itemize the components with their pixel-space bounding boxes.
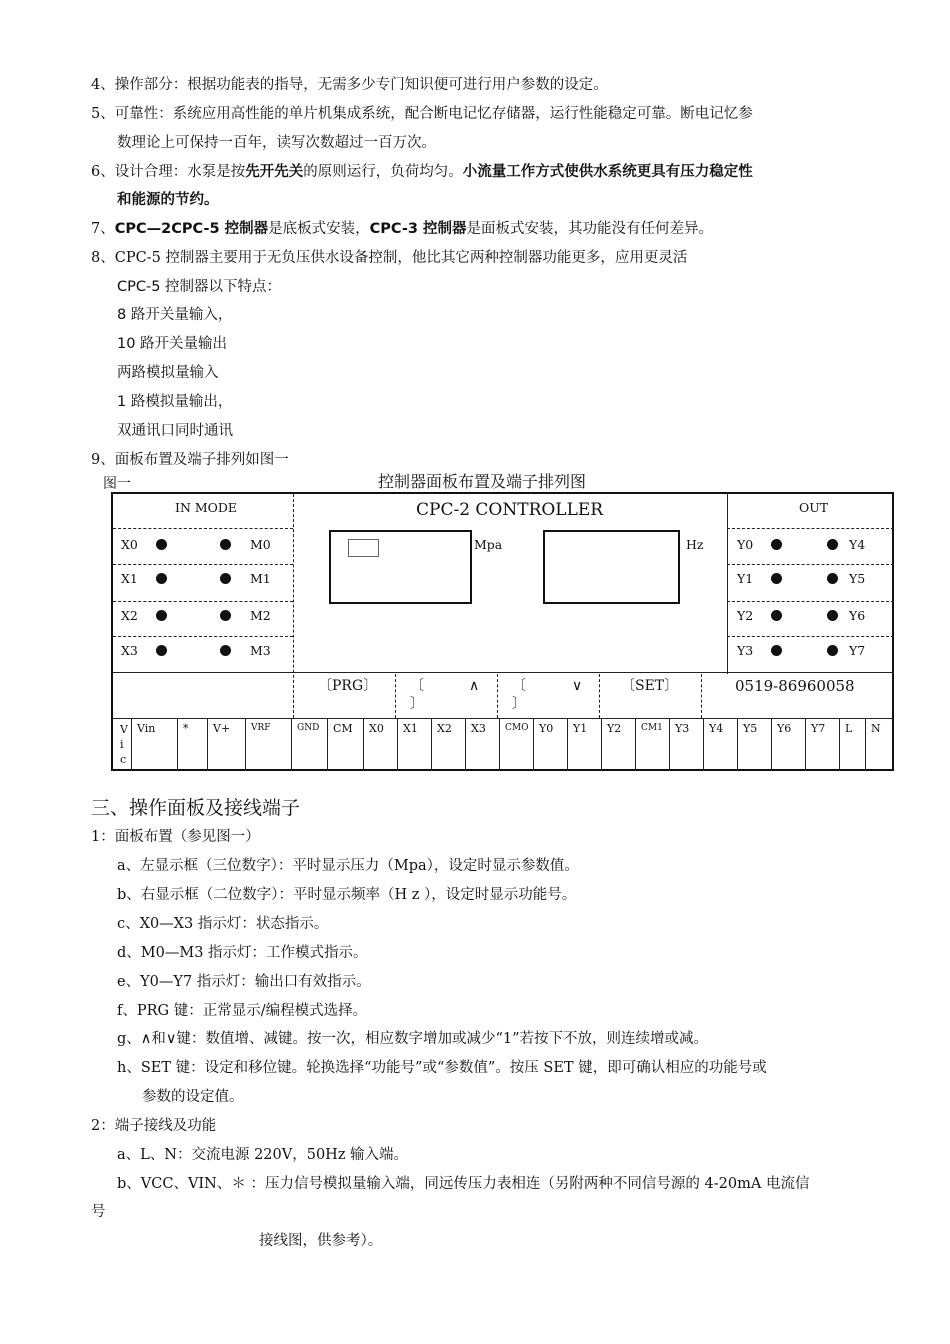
section-3-heading: 三、操作面板及接线端子 bbox=[91, 797, 301, 819]
terminal-separator bbox=[669, 718, 670, 771]
terminal-separator bbox=[601, 718, 602, 771]
item8-sub-5: 双通讯口同时通讯 bbox=[117, 423, 233, 439]
terminal-separator bbox=[635, 718, 636, 771]
key-sep-4 bbox=[701, 674, 702, 718]
figure-label: 图一 bbox=[103, 476, 131, 492]
p1-item-d: d、M0—M3 指示灯：工作模式指示。 bbox=[117, 945, 368, 961]
out-y4: Y4 bbox=[849, 537, 866, 552]
in-x3: X3 bbox=[121, 643, 138, 658]
terminal-strip bbox=[113, 718, 894, 771]
divider-in-header bbox=[113, 528, 293, 529]
terminal-x3: X3 bbox=[471, 722, 486, 735]
in-row-sep-1 bbox=[113, 564, 293, 565]
p2-item-b: b、VCC、VIN、＊ ：压力信号模拟量输入端，同远传压力表相连（另附两种不同信号源的 4-20mA 电流信 bbox=[117, 1176, 810, 1192]
terminal-: * bbox=[183, 722, 189, 735]
terminal-cmo: CMO bbox=[505, 723, 529, 733]
led-y0 bbox=[771, 539, 782, 550]
up-key-open: 〔 bbox=[410, 678, 424, 694]
terminal-separator bbox=[327, 718, 328, 771]
led-x0 bbox=[156, 539, 167, 550]
pressure-display bbox=[329, 530, 472, 604]
led-y2 bbox=[771, 610, 782, 621]
out-row-sep-2 bbox=[727, 601, 894, 602]
p2-item-b-wrap: 号 bbox=[91, 1204, 106, 1220]
p1-item-b: b、右显示框（二位数字）：平时显示频率（H z ），设定时显示功能号。 bbox=[117, 887, 577, 903]
terminal-y2: Y2 bbox=[607, 722, 622, 735]
feature-item-5-cont: 数理论上可保持一百年，读写次数超过一百万次。 bbox=[117, 135, 436, 151]
terminal-separator bbox=[805, 718, 806, 771]
led-x2 bbox=[156, 610, 167, 621]
terminal-separator bbox=[245, 718, 246, 771]
terminal-separator bbox=[703, 718, 704, 771]
feature-item-6 bbox=[91, 162, 753, 182]
divider-out-header bbox=[727, 528, 894, 529]
out-y3: Y3 bbox=[737, 643, 754, 658]
keys-row-top bbox=[113, 672, 894, 673]
item7-suffix: 是面板式安装，其功能没有任何差异。 bbox=[466, 221, 714, 237]
vic-i: i bbox=[120, 738, 124, 751]
led-m1 bbox=[220, 573, 231, 584]
p2-title: 2：端子接线及功能 bbox=[91, 1118, 217, 1134]
terminal-separator bbox=[567, 718, 568, 771]
terminal-y6: Y6 bbox=[777, 722, 792, 735]
p1-title: 1：面板布置（参见图一） bbox=[91, 829, 260, 845]
terminal-y0: Y0 bbox=[539, 722, 554, 735]
terminal-n: N bbox=[871, 722, 881, 735]
terminal-separator bbox=[363, 718, 364, 771]
in-m3: M3 bbox=[250, 643, 271, 658]
set-key: 〔SET〕 bbox=[621, 678, 679, 694]
terminal-separator bbox=[737, 718, 738, 771]
item8-sub-3: 两路模拟量输入 bbox=[117, 365, 219, 381]
item6-bold-rule: 先开先关 bbox=[245, 164, 304, 180]
feature-item-5: 5、可靠性：系统应用高性能的单片机集成系统，配合断电记忆存储器，运行性能稳定可靠。断电记忆参 bbox=[91, 106, 753, 122]
terminal-vic bbox=[120, 722, 128, 767]
divider-left bbox=[293, 494, 294, 718]
terminal-y5: Y5 bbox=[743, 722, 758, 735]
feature-item-6-cont: 和能源的节约。 bbox=[117, 192, 219, 208]
led-y5 bbox=[827, 573, 838, 584]
mpa-label: Mpa bbox=[474, 537, 503, 552]
out-y7: Y7 bbox=[849, 643, 866, 658]
phone-number: 0519-86960058 bbox=[735, 677, 855, 695]
vic-c: c bbox=[120, 753, 127, 766]
p1-item-h-cont: 参数的设定值。 bbox=[142, 1089, 244, 1105]
p1-item-g: g、∧和∨键：数值增、减键。按一次，相应数字增加或减少“1”若按下不放，则连续增或减。 bbox=[117, 1031, 709, 1047]
terminal-separator bbox=[865, 718, 866, 771]
item6-bold-lowflow: 小流量工作方式使供水系统更具有压力稳定性 bbox=[462, 164, 753, 180]
led-m0 bbox=[220, 539, 231, 550]
led-y6 bbox=[827, 610, 838, 621]
prg-key: 〔PRG〕 bbox=[318, 678, 378, 694]
p1-item-c: c、X0—X3 指示灯：状态指示。 bbox=[117, 916, 329, 932]
terminal-x0: X0 bbox=[369, 722, 384, 735]
feature-item-4: 4、操作部分：根据功能表的指导，无需多少专门知识便可进行用户参数的设定。 bbox=[91, 77, 608, 93]
key-sep-3 bbox=[599, 674, 600, 718]
controller-title: CPC-2 CONTROLLER bbox=[416, 500, 604, 520]
out-label: OUT bbox=[799, 500, 829, 515]
terminal-separator bbox=[431, 718, 432, 771]
led-m3 bbox=[220, 645, 231, 656]
out-y5: Y5 bbox=[849, 571, 866, 586]
led-y3 bbox=[771, 645, 782, 656]
terminal-x2: X2 bbox=[437, 722, 452, 735]
terminal-separator bbox=[839, 718, 840, 771]
in-m0: M0 bbox=[250, 537, 271, 552]
feature-item-8: 8、CPC-5 控制器主要用于无负压供水设备控制，他比其它两种控制器功能更多，应用更灵活 bbox=[91, 250, 688, 266]
up-key-close: 〕 bbox=[410, 696, 424, 712]
in-mode-label: IN MODE bbox=[175, 500, 238, 515]
led-x3 bbox=[156, 645, 167, 656]
terminal-separator bbox=[131, 718, 132, 771]
controller-panel-diagram bbox=[111, 492, 894, 771]
out-y2: Y2 bbox=[737, 608, 754, 623]
item8-sub-1: 8 路开关量输入， bbox=[117, 307, 233, 323]
terminal-separator bbox=[177, 718, 178, 771]
led-y7 bbox=[827, 645, 838, 656]
key-sep-1 bbox=[395, 674, 396, 718]
feature-item-7 bbox=[91, 219, 713, 239]
terminal-y4: Y4 bbox=[709, 722, 724, 735]
terminal-l: L bbox=[845, 722, 853, 735]
in-x0: X0 bbox=[121, 537, 138, 552]
in-x2: X2 bbox=[121, 608, 138, 623]
display-inner-box bbox=[348, 539, 379, 557]
figure-caption: 控制器面板布置及端子排列图 bbox=[378, 472, 587, 491]
item8-sub-2: 10 路开关量输出 bbox=[117, 336, 228, 352]
out-y0: Y0 bbox=[737, 537, 754, 552]
terminal-separator bbox=[771, 718, 772, 771]
terminal-vin: Vin bbox=[137, 722, 156, 735]
terminal-separator bbox=[499, 718, 500, 771]
item8-sub-0: CPC-5 控制器以下特点： bbox=[117, 279, 282, 295]
terminal-y7: Y7 bbox=[811, 722, 826, 735]
p1-item-h: h、SET 键：设定和移位键。轮换选择“功能号”或“参数值”。按压 SET 键，即可确认相应的功能号或 bbox=[117, 1060, 767, 1076]
down-arrow-icon: ∨ bbox=[572, 678, 583, 694]
in-m2: M2 bbox=[250, 608, 271, 623]
terminal-separator bbox=[533, 718, 534, 771]
p1-item-a: a、左显示框（三位数字）：平时显示压力（Mpa），设定时显示参数值。 bbox=[117, 858, 579, 874]
terminal-separator bbox=[397, 718, 398, 771]
p1-item-f: f、PRG 键：正常显示/编程模式选择。 bbox=[117, 1003, 368, 1019]
in-x1: X1 bbox=[121, 571, 138, 586]
key-sep-2 bbox=[497, 674, 498, 718]
item6-prefix: 6、设计合理：水泵是按 bbox=[91, 164, 246, 180]
up-arrow-icon: ∧ bbox=[469, 678, 480, 694]
item7-mid: 是底板式安装， bbox=[268, 221, 370, 237]
terminal-separator bbox=[207, 718, 208, 771]
out-y6: Y6 bbox=[849, 608, 866, 623]
terminal-y1: Y1 bbox=[573, 722, 588, 735]
out-row-sep-1 bbox=[727, 564, 894, 565]
vic-v: V bbox=[120, 723, 128, 736]
terminal-cm1: CM1 bbox=[641, 723, 663, 733]
item7-bold-cpc3: CPC-3 控制器 bbox=[369, 221, 467, 237]
terminal-cm: CM bbox=[333, 722, 353, 735]
terminal-separator bbox=[291, 718, 292, 771]
terminal-y3: Y3 bbox=[675, 722, 690, 735]
led-y1 bbox=[771, 573, 782, 584]
down-key-open: 〔 bbox=[512, 678, 526, 694]
frequency-display bbox=[543, 530, 680, 604]
item6-mid: 的原则运行，负荷均匀。 bbox=[303, 164, 463, 180]
out-y1: Y1 bbox=[737, 571, 754, 586]
item7-prefix: 7、 bbox=[91, 221, 115, 237]
terminal-gnd: GND bbox=[297, 723, 320, 733]
in-row-sep-2 bbox=[113, 601, 293, 602]
terminal-x1: X1 bbox=[403, 722, 418, 735]
terminal-vrf: VRF bbox=[251, 723, 271, 733]
hz-label: Hz bbox=[686, 537, 704, 552]
p1-item-e: e、Y0—Y7 指示灯：输出口有效指示。 bbox=[117, 974, 371, 990]
item8-sub-4: 1 路模拟量输出， bbox=[117, 394, 233, 410]
feature-item-9: 9、面板布置及端子排列如图一 bbox=[91, 452, 289, 468]
in-row-sep-3 bbox=[113, 636, 293, 637]
out-row-sep-3 bbox=[727, 636, 894, 637]
p2-item-a: a、L、N：交流电源 220V，50Hz 输入端。 bbox=[117, 1147, 409, 1163]
item7-bold-cpc2: CPC—2CPC-5 控制器 bbox=[114, 221, 269, 237]
down-key-close: 〕 bbox=[512, 696, 526, 712]
led-y4 bbox=[827, 539, 838, 550]
led-x1 bbox=[156, 573, 167, 584]
in-m1: M1 bbox=[250, 571, 271, 586]
terminal-v: V+ bbox=[213, 722, 231, 735]
led-m2 bbox=[220, 610, 231, 621]
p2-item-b-cont: 接线图，供参考）。 bbox=[259, 1233, 383, 1249]
divider-right bbox=[727, 494, 728, 674]
terminal-separator bbox=[465, 718, 466, 771]
